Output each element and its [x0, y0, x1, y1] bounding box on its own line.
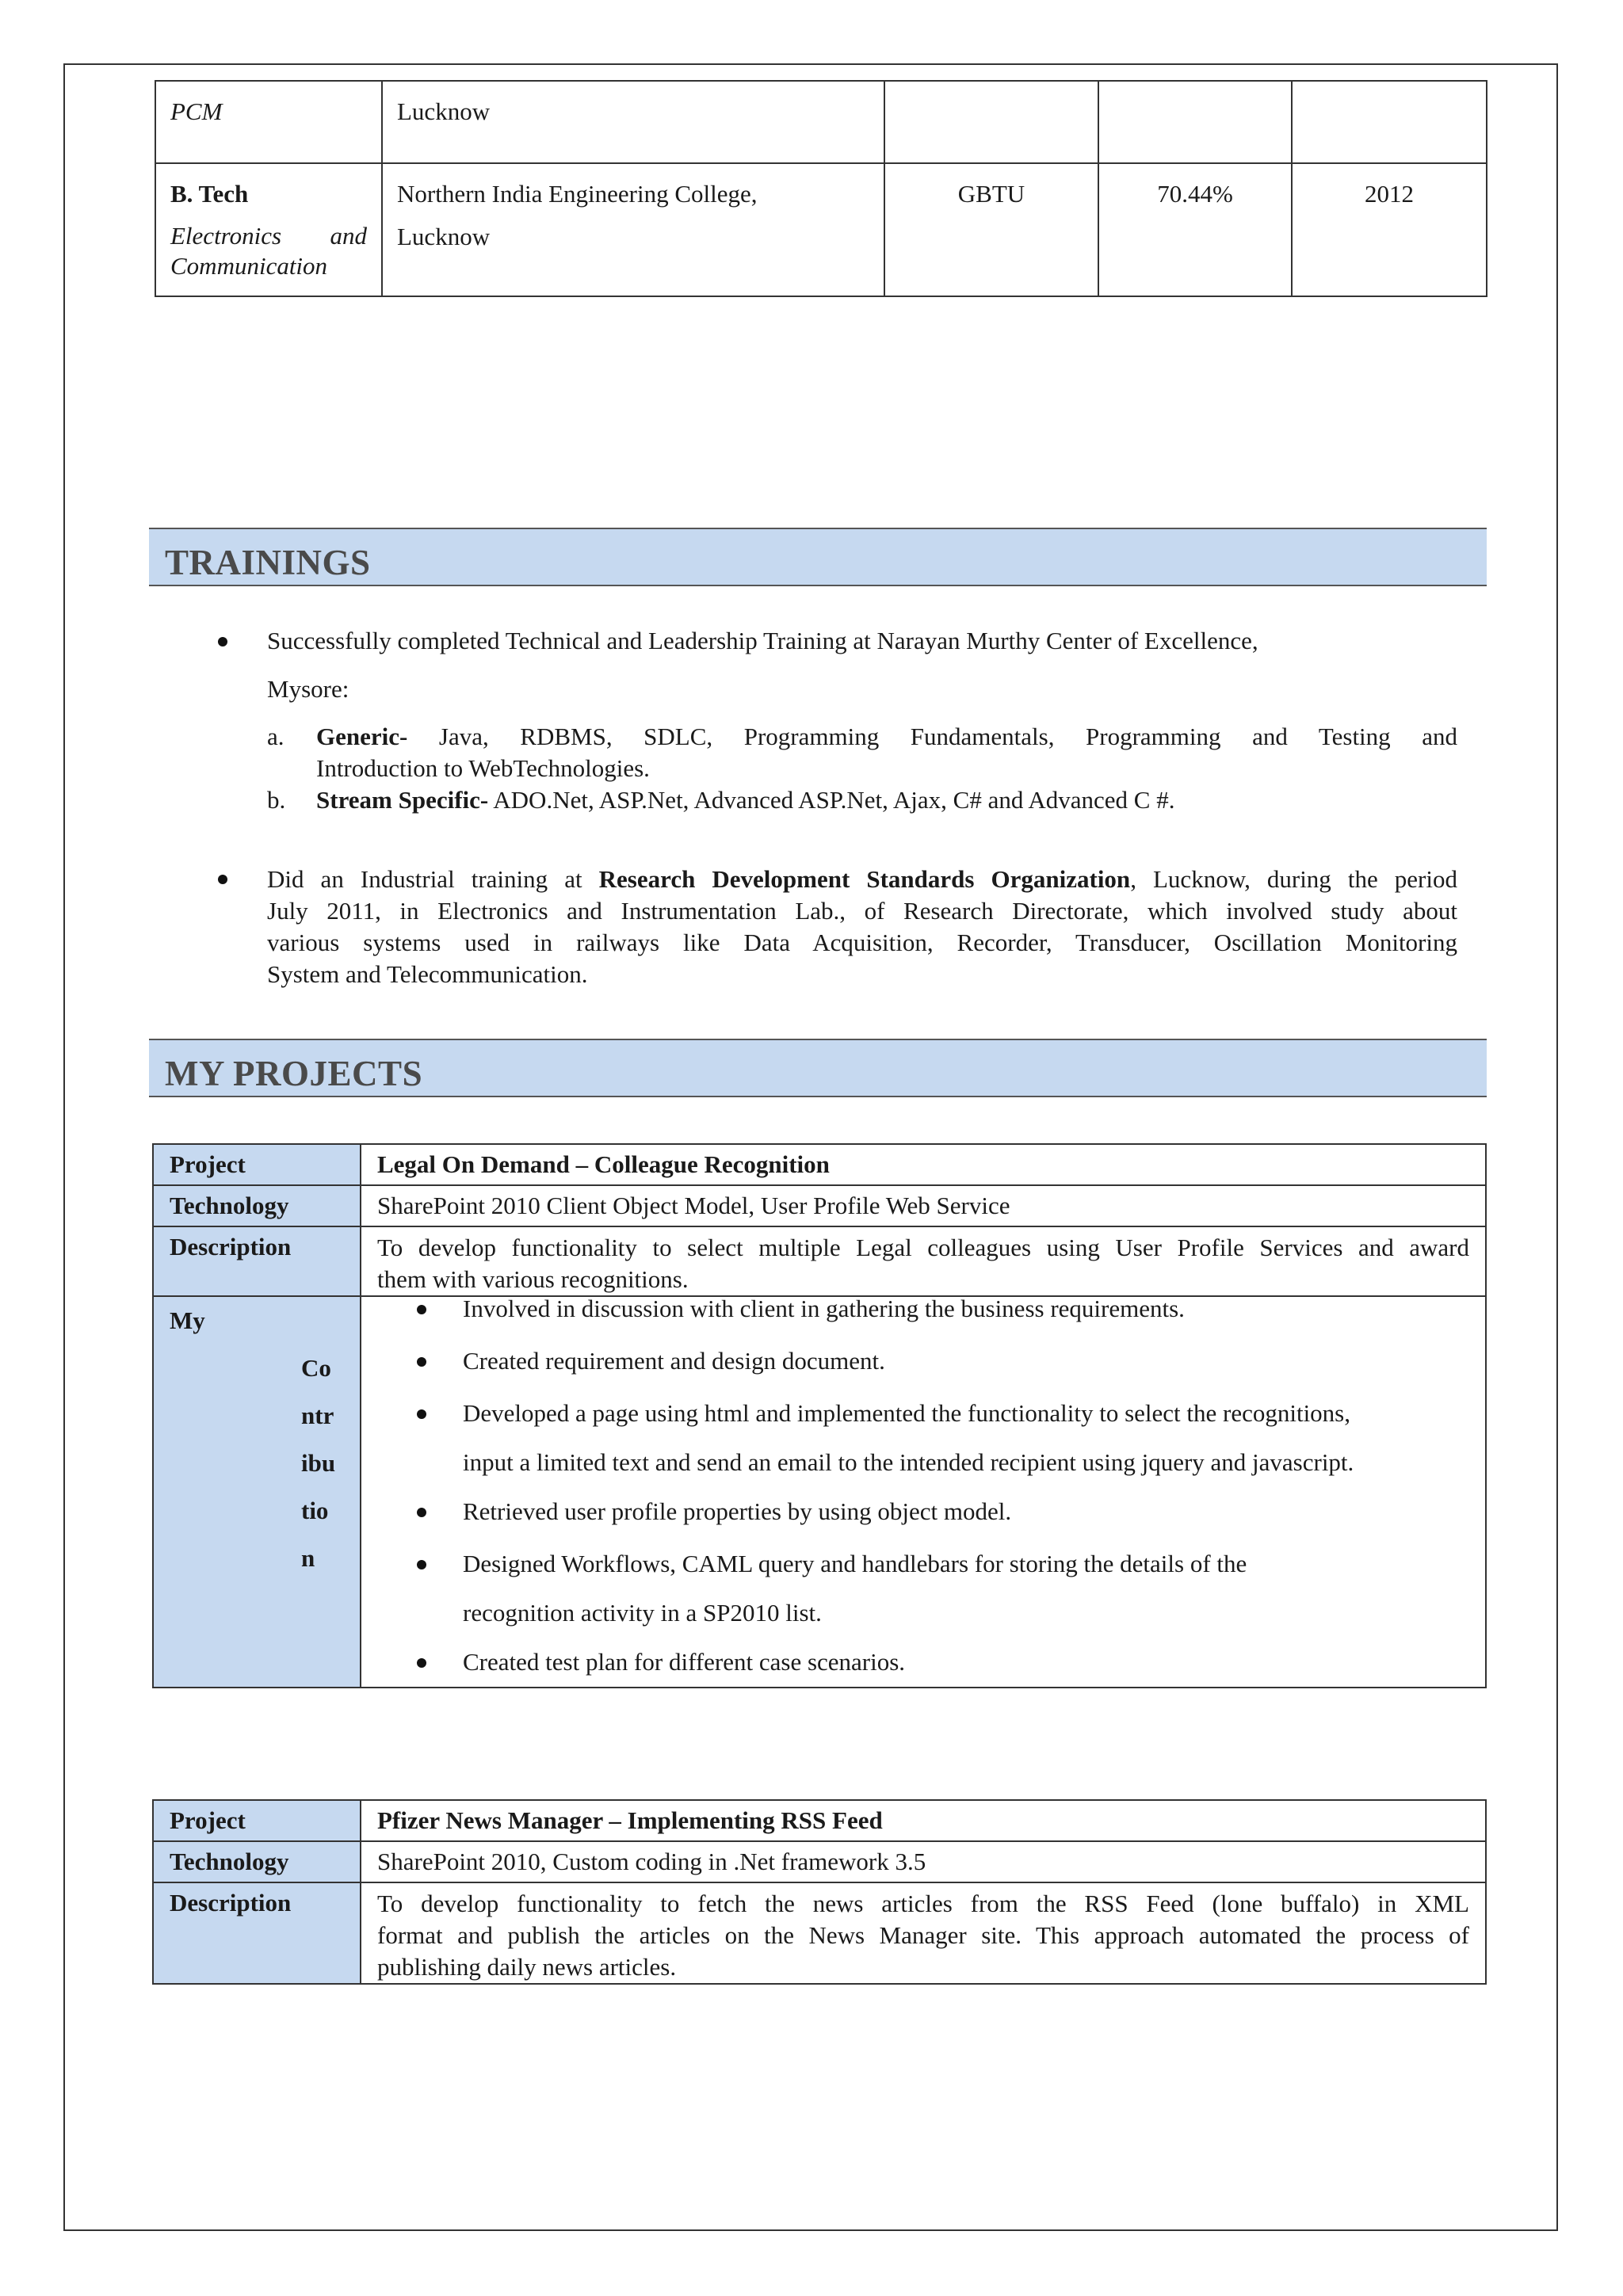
list-item-line: Designed Workflows, CAML query and handlebars for storing the details of the — [463, 1550, 1247, 1577]
list-marker: a. — [267, 723, 285, 750]
training-subitem-line — [316, 721, 1457, 753]
institute-cell — [382, 163, 884, 296]
year-cell: 2012 — [1292, 163, 1487, 296]
label-fragment: n — [301, 1544, 315, 1572]
project-description — [361, 1882, 1486, 1984]
table-row — [153, 1800, 1486, 1841]
subitem-label: Generic- — [316, 723, 408, 750]
training-text — [267, 864, 1457, 895]
training-text: Mysore: — [267, 675, 349, 703]
table-row — [153, 1144, 1486, 1185]
institute-cell: Lucknow — [382, 81, 884, 163]
score-cell — [1098, 81, 1292, 163]
section-title: TRAININGS — [165, 543, 371, 582]
description-label: Description — [153, 1882, 361, 1984]
technology-label: Technology — [153, 1185, 361, 1226]
list-item: Retrieved user profile properties by using object model. — [361, 1487, 1485, 1536]
technology-label: Technology — [153, 1841, 361, 1882]
description-line: format and publish the articles on the News Manager site. This approach automated the process of — [377, 1921, 1469, 1949]
training-text: various systems used in railways like Data Acquisition, Recorder, Transducer, Oscillation Monitoring — [267, 929, 1457, 956]
trainings-section-header — [149, 528, 1487, 586]
board-cell — [884, 81, 1098, 163]
contribution-list — [361, 1284, 1485, 1687]
specialization-word: and — [330, 222, 367, 250]
list-item-line: input a limited text and send an email to the intended recipient using jquery and javascript. — [463, 1448, 1354, 1476]
education-table — [155, 80, 1487, 297]
contribution-list-cell — [361, 1296, 1486, 1688]
project-technology: SharePoint 2010, Custom coding in .Net framework 3.5 — [361, 1841, 1486, 1882]
subitem-text: ADO.Net, ASP.Net, Advanced ASP.Net, Ajax, C# and Advanced C #. — [493, 786, 1175, 814]
specialization-word: Electronics — [170, 222, 282, 250]
label-fragment: ntr — [301, 1402, 334, 1429]
description-line: publishing daily news articles. — [377, 1953, 677, 1981]
list-item — [361, 1539, 1485, 1638]
training-text: July 2011, in Electronics and Instrumentation Lab., of Research Directorate, which involved study about — [267, 897, 1457, 925]
list-item: Involved in discussion with client in gathering the business requirements. — [361, 1284, 1485, 1333]
description-label: Description — [153, 1226, 361, 1296]
table-row — [153, 1296, 1486, 1688]
training-subitem-line — [316, 784, 1457, 816]
project-table — [152, 1143, 1487, 1688]
table-row — [153, 1841, 1486, 1882]
subitem-label: Stream Specific- — [316, 786, 489, 814]
course-name: B. Tech — [170, 180, 249, 208]
course-cell — [155, 163, 382, 296]
contribution-label — [153, 1296, 361, 1688]
course-cell: PCM — [155, 81, 382, 163]
institute-line: Northern India Engineering College, — [397, 180, 758, 208]
label-fragment: My — [170, 1306, 205, 1334]
table-row — [155, 81, 1487, 163]
training-text: System and Telecommunication. — [267, 960, 588, 988]
bullet-icon — [218, 875, 227, 884]
table-row — [153, 1185, 1486, 1226]
label-fragment: Co — [301, 1354, 331, 1382]
section-title: MY PROJECTS — [165, 1054, 423, 1093]
list-item — [361, 1389, 1485, 1487]
projects-section-header — [149, 1039, 1487, 1097]
project-technology: SharePoint 2010 Client Object Model, User Profile Web Service — [361, 1185, 1486, 1226]
project-label: Project — [153, 1144, 361, 1185]
training-text: Successfully completed Technical and Leadership Training at Narayan Murthy Center of Excellence, — [267, 627, 1258, 654]
year-cell — [1292, 81, 1487, 163]
list-item-line: recognition activity in a SP2010 list. — [463, 1599, 822, 1627]
training-org: Research Development Standards Organization — [598, 865, 1131, 893]
table-row — [155, 163, 1487, 296]
label-fragment: tio — [301, 1497, 329, 1524]
score-cell: 70.44% — [1098, 163, 1292, 296]
training-subitem-line: Introduction to WebTechnologies. — [316, 754, 650, 782]
project-name: Legal On Demand – Colleague Recognition — [361, 1144, 1486, 1185]
training-text-part: , Lucknow, during the period — [1130, 865, 1457, 893]
list-item: Created requirement and design document. — [361, 1337, 1485, 1386]
description-line: them with various recognitions. — [377, 1265, 689, 1293]
subitem-text: Java, RDBMS, SDLC, Programming Fundamentals, Programming and Testing and — [438, 723, 1457, 750]
project-table — [152, 1799, 1487, 1985]
project-label: Project — [153, 1800, 361, 1841]
institute-line: Lucknow — [397, 223, 491, 251]
board-cell: GBTU — [884, 163, 1098, 296]
specialization-line — [170, 221, 367, 251]
specialization-line: Communication — [170, 252, 328, 280]
label-fragment: ibu — [301, 1449, 336, 1477]
project-name: Pfizer News Manager – Implementing RSS Feed — [361, 1800, 1486, 1841]
description-line: To develop functionality to fetch the news articles from the RSS Feed (lone buffalo) in XML — [377, 1890, 1469, 1917]
bullet-icon — [218, 637, 227, 646]
list-item-line: Developed a page using html and implemented the functionality to select the recognitions, — [463, 1399, 1350, 1427]
table-row — [153, 1882, 1486, 1984]
description-line: To develop functionality to select multiple Legal colleagues using User Profile Services and award — [377, 1234, 1469, 1261]
training-text-part: Did an Industrial training at — [267, 865, 582, 893]
list-item: Created test plan for different case scenarios. — [361, 1638, 1485, 1687]
list-marker: b. — [267, 786, 286, 814]
